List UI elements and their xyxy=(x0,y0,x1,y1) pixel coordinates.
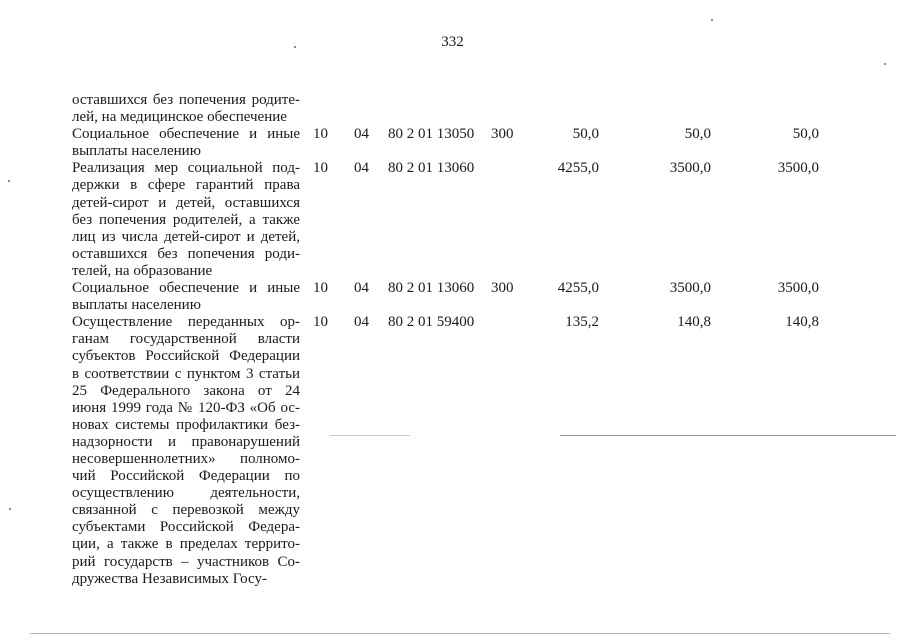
scan-artifact-dot xyxy=(9,508,11,510)
description-line: телей, на образование xyxy=(72,262,213,279)
description-line: надзорности и правонарушений xyxy=(72,433,300,450)
description-line: лей, на медицинское обеспечение xyxy=(72,109,287,126)
description-line: оставшихся без попечения родите- xyxy=(72,92,300,108)
amount-year-3: 3500,0 xyxy=(777,280,819,297)
row-description xyxy=(72,280,300,314)
target-article-code: 80 2 01 13050 xyxy=(388,126,475,143)
description-line: в соответствии с пунктом 3 статьи xyxy=(72,365,300,382)
table-row xyxy=(72,314,832,588)
scan-artifact-dot xyxy=(711,19,713,21)
subsection-code: 04 xyxy=(354,160,369,177)
expense-type-code: 300 xyxy=(491,280,514,297)
scan-artifact-line xyxy=(330,435,410,436)
description-line: чий Российской Федерации по xyxy=(72,468,300,485)
description-line: связанной с перевозкой между xyxy=(72,502,300,519)
description-line: оставшихся без попечения роди- xyxy=(72,245,300,262)
description-line: ции, а также в пределах террито- xyxy=(72,536,300,553)
budget-table xyxy=(72,92,832,588)
description-line: без попечения родителей, а также xyxy=(72,211,300,228)
table-row xyxy=(72,160,832,280)
description-line: лиц из числа детей-сирот и детей, xyxy=(72,228,300,245)
section-code: 10 xyxy=(313,280,328,297)
target-article-code: 80 2 01 13060 xyxy=(388,160,475,177)
target-article-code: 80 2 01 13060 xyxy=(388,280,475,297)
subsection-code: 04 xyxy=(354,314,369,331)
subsection-code: 04 xyxy=(354,126,369,143)
description-line: держки в сфере гарантий права xyxy=(72,177,300,194)
description-line: ганам государственной власти xyxy=(72,331,300,348)
description-line: Социальное обеспечение и иные xyxy=(72,126,300,143)
table-row xyxy=(72,92,832,126)
amount-year-1: 135,2 xyxy=(565,314,599,331)
description-line: рий государств – участников Со- xyxy=(72,553,300,570)
amount-year-2: 3500,0 xyxy=(669,280,711,297)
amount-year-3: 3500,0 xyxy=(777,160,819,177)
table-row xyxy=(72,280,832,314)
target-article-code: 80 2 01 59400 xyxy=(388,314,475,331)
description-line: субъектов Российской Федерации xyxy=(72,348,300,365)
description-line: выплаты населению xyxy=(72,297,201,314)
description-line: субъектами Российской Федера- xyxy=(72,519,300,536)
page-number: 332 xyxy=(441,34,464,50)
description-line: несовершеннолетних» полномо- xyxy=(72,450,300,467)
scan-artifact-dot xyxy=(294,46,296,48)
table-row xyxy=(72,126,832,160)
expense-type-code: 300 xyxy=(491,126,514,143)
amount-year-1: 4255,0 xyxy=(557,160,599,177)
scan-artifact-dot xyxy=(8,180,10,182)
description-line: 25 Федерального закона от 24 xyxy=(72,382,300,399)
row-description xyxy=(72,126,300,160)
subsection-code: 04 xyxy=(354,280,369,297)
description-line: июня 1999 года № 120-ФЗ «Об ос- xyxy=(72,399,300,416)
row-description xyxy=(72,314,300,588)
row-description xyxy=(72,160,300,280)
amount-year-2: 50,0 xyxy=(684,126,711,143)
amount-year-1: 4255,0 xyxy=(557,280,599,297)
description-line: Социальное обеспечение и иные xyxy=(72,280,300,297)
amount-year-2: 3500,0 xyxy=(669,160,711,177)
description-line: осуществлению деятельности, xyxy=(72,485,300,502)
amount-year-1: 50,0 xyxy=(572,126,599,143)
description-line: детей-сирот и детей, оставшихся xyxy=(72,194,300,211)
description-line: новах системы профилактики без- xyxy=(72,416,300,433)
description-line: выплаты населению xyxy=(72,143,201,160)
scan-artifact-line xyxy=(560,435,896,436)
section-code: 10 xyxy=(313,314,328,331)
scan-artifact-line xyxy=(30,633,890,634)
section-code: 10 xyxy=(313,160,328,177)
description-line: Осуществление переданных ор- xyxy=(72,314,300,331)
row-description xyxy=(72,92,300,126)
amount-year-2: 140,8 xyxy=(677,314,711,331)
amount-year-3: 50,0 xyxy=(792,126,819,143)
description-line: Реализация мер социальной под- xyxy=(72,160,300,177)
scan-artifact-dot xyxy=(884,63,886,65)
amount-year-3: 140,8 xyxy=(785,314,819,331)
description-line: дружества Независимых Госу- xyxy=(72,570,267,587)
section-code: 10 xyxy=(313,126,328,143)
